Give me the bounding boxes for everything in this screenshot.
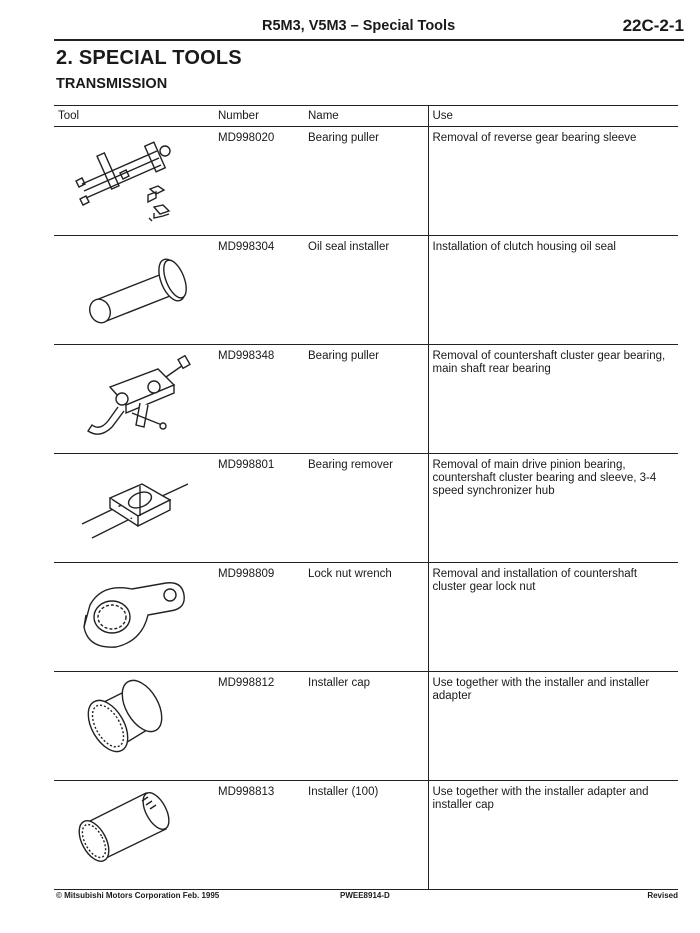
tool-illustration-cell [54, 454, 214, 563]
tool-use: Removal of countershaft cluster gear bearing, main shaft rear bearing [428, 345, 678, 454]
bearing-puller-illustration [62, 129, 192, 227]
tool-illustration-cell [54, 345, 214, 454]
bearing-remover-illustration [62, 456, 192, 554]
table-row [54, 781, 678, 890]
tool-number: MD998304 [214, 236, 304, 345]
special-tools-table [54, 105, 678, 890]
tool-use: Removal of reverse gear bearing sleeve [428, 127, 678, 236]
bearing-puller-illustration [62, 347, 192, 445]
tool-illustration-cell [54, 236, 214, 345]
tool-number: MD998801 [214, 454, 304, 563]
footer-copyright: © Mitsubishi Motors Corporation Feb. 1995 [56, 891, 220, 900]
tool-name: Installer (100) [304, 781, 428, 890]
tool-number: MD998348 [214, 345, 304, 454]
tool-name: Lock nut wrench [304, 563, 428, 672]
tool-name: Oil seal installer [304, 236, 428, 345]
tool-illustration-cell [54, 127, 214, 236]
tool-number: MD998809 [214, 563, 304, 672]
column-header-tool: Tool [54, 106, 214, 127]
column-header-use: Use [428, 106, 678, 127]
tool-use: Removal and installation of countershaft cluster gear lock nut [428, 563, 678, 672]
column-header-number: Number [214, 106, 304, 127]
tool-use: Use together with the installer adapter and installer cap [428, 781, 678, 890]
table-row [54, 454, 678, 563]
footer-status: Revised [647, 891, 678, 900]
tool-use: Removal of main drive pinion bearing, countershaft cluster bearing and sleeve, 3-4 speed synchronizer hub [428, 454, 678, 563]
tool-name: Bearing puller [304, 345, 428, 454]
installer-cap-illustration [62, 674, 192, 772]
table-row [54, 236, 678, 345]
oil-seal-installer-illustration [62, 238, 192, 336]
lock-nut-wrench-illustration [62, 565, 192, 663]
header-rule [54, 39, 684, 41]
tool-number: MD998020 [214, 127, 304, 236]
tool-number: MD998812 [214, 672, 304, 781]
table-row [54, 672, 678, 781]
table-header-row [54, 106, 678, 127]
table-row [54, 345, 678, 454]
tool-illustration-cell [54, 781, 214, 890]
page-number: 22C-2-1 [622, 16, 684, 35]
tool-name: Bearing remover [304, 454, 428, 563]
tool-illustration-cell [54, 563, 214, 672]
footer-document-code: PWEE8914-D [340, 891, 390, 900]
tool-name: Bearing puller [304, 127, 428, 236]
tool-number: MD998813 [214, 781, 304, 890]
column-header-name: Name [304, 106, 428, 127]
table-row [54, 563, 678, 672]
header-title: R5M3, V5M3 – Special Tools [262, 18, 456, 34]
tool-illustration-cell [54, 672, 214, 781]
installer-illustration [62, 783, 192, 881]
tool-name: Installer cap [304, 672, 428, 781]
tool-use: Installation of clutch housing oil seal [428, 236, 678, 345]
table-row [54, 127, 678, 236]
section-title: 2. SPECIAL TOOLS [56, 47, 242, 69]
subsection-title: TRANSMISSION [56, 76, 168, 92]
tool-use: Use together with the installer and installer adapter [428, 672, 678, 781]
